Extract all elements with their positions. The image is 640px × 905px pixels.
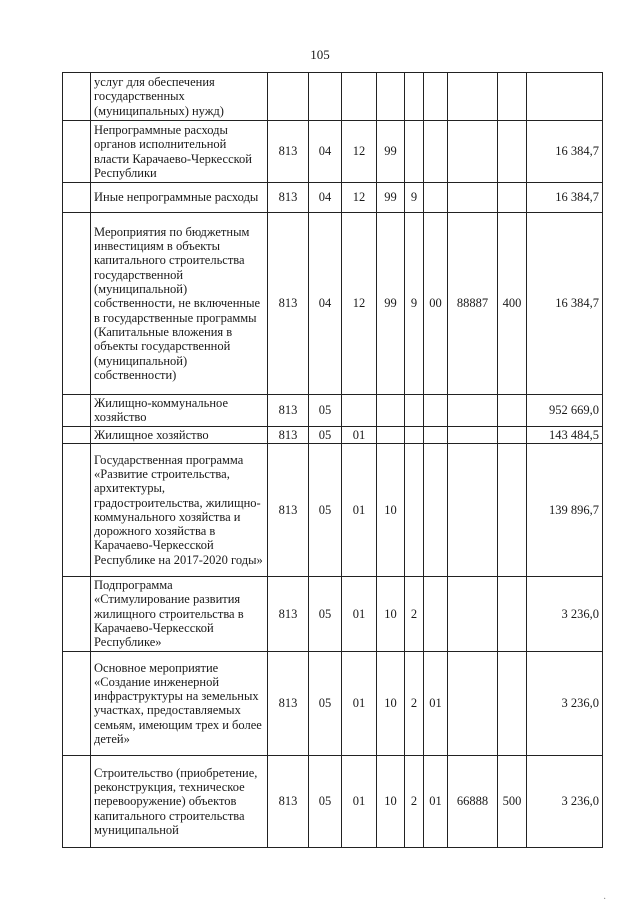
subprogram-code [405, 121, 424, 183]
row-name: Непрограммные расходы органов исполнительной власти Карачаево-Черкесской Республики [91, 121, 268, 183]
scan-mark: · [603, 894, 607, 905]
amount: 16 384,7 [527, 121, 603, 183]
expense-type-code: 500 [498, 755, 527, 847]
table-row [63, 651, 603, 755]
amount: 139 896,7 [527, 443, 603, 576]
program-code: 10 [377, 443, 405, 576]
amount: 16 384,7 [527, 213, 603, 395]
table-row [63, 443, 603, 576]
table-row [63, 73, 603, 121]
expense-type-code [498, 73, 527, 121]
table-row [63, 121, 603, 183]
row-name: Подпрограмма «Стимулирование развития жилищного строительства в Карачаево-Черкесской Республике» [91, 576, 268, 651]
row-name: Государственная программа «Развитие строительства, архитектуры, градостроительства, жилищно-коммунального хозяйства и дорожного хозяйства в Карачаево-Черкесской Республике на 2017-2020 годы» [91, 443, 268, 576]
subprogram-code: 9 [405, 213, 424, 395]
row-name: Основное мероприятие «Создание инженерной инфраструктуры на земельных участках, предоставляемых семьям, имеющим трех и более детей» [91, 651, 268, 755]
row-name: Иные непрограммные расходы [91, 183, 268, 213]
ved-code: 813 [268, 576, 309, 651]
subsection-code: 01 [342, 651, 377, 755]
subsection-code [342, 395, 377, 427]
direction-code: 88887 [448, 213, 498, 395]
subsection-code: 12 [342, 213, 377, 395]
event-code [424, 443, 448, 576]
ved-code: 813 [268, 755, 309, 847]
direction-code [448, 395, 498, 427]
subprogram-code [405, 443, 424, 576]
amount: 16 384,7 [527, 183, 603, 213]
section-code: 05 [309, 755, 342, 847]
direction-code [448, 426, 498, 443]
direction-code [448, 73, 498, 121]
section-code: 04 [309, 121, 342, 183]
program-code: 99 [377, 121, 405, 183]
ved-code: 813 [268, 121, 309, 183]
section-code: 04 [309, 213, 342, 395]
ved-code: 813 [268, 213, 309, 395]
table-row [63, 183, 603, 213]
ved-code [268, 73, 309, 121]
row-name: Строительство (приобретение, реконструкция, техническое перевооружение) объектов капитального строительства муниципальной [91, 755, 268, 847]
page-number: 105 [310, 47, 330, 62]
amount: 3 236,0 [527, 576, 603, 651]
ved-code: 813 [268, 395, 309, 427]
subprogram-code: 9 [405, 183, 424, 213]
amount: 3 236,0 [527, 755, 603, 847]
amount [527, 73, 603, 121]
subsection-code: 12 [342, 183, 377, 213]
row-number-cell [63, 213, 91, 395]
budget-table [62, 72, 603, 848]
direction-code [448, 651, 498, 755]
program-code: 10 [377, 651, 405, 755]
section-code: 05 [309, 651, 342, 755]
program-code [377, 426, 405, 443]
expense-type-code [498, 576, 527, 651]
amount: 143 484,5 [527, 426, 603, 443]
expense-type-code [498, 426, 527, 443]
subprogram-code [405, 73, 424, 121]
program-code [377, 73, 405, 121]
subsection-code: 01 [342, 576, 377, 651]
event-code [424, 395, 448, 427]
subsection-code [342, 73, 377, 121]
event-code [424, 73, 448, 121]
row-number-cell [63, 651, 91, 755]
event-code [424, 183, 448, 213]
program-code: 10 [377, 755, 405, 847]
table-row [63, 395, 603, 427]
program-code: 99 [377, 183, 405, 213]
row-number-cell [63, 121, 91, 183]
row-number-cell [63, 426, 91, 443]
subprogram-code: 2 [405, 755, 424, 847]
row-number-cell [63, 755, 91, 847]
section-code: 05 [309, 395, 342, 427]
row-number-cell [63, 395, 91, 427]
direction-code [448, 121, 498, 183]
section-code: 05 [309, 426, 342, 443]
table-row [63, 426, 603, 443]
direction-code [448, 576, 498, 651]
row-name: Мероприятия по бюджетным инвестициям в объекты капитального строительства государственной (муниципальной) собственности, не включенные в государственные программы (Капитальные вложения в объекты государственной (муниципальной) собственности) [91, 213, 268, 395]
subsection-code: 01 [342, 755, 377, 847]
subprogram-code: 2 [405, 651, 424, 755]
row-number-cell [63, 443, 91, 576]
event-code [424, 426, 448, 443]
subprogram-code: 2 [405, 576, 424, 651]
subsection-code: 01 [342, 426, 377, 443]
row-number-cell [63, 183, 91, 213]
subsection-code: 12 [342, 121, 377, 183]
amount: 952 669,0 [527, 395, 603, 427]
row-name: Жилищно-коммунальное хозяйство [91, 395, 268, 427]
event-code: 01 [424, 651, 448, 755]
event-code [424, 576, 448, 651]
row-name: Жилищное хозяйство [91, 426, 268, 443]
expense-type-code [498, 651, 527, 755]
event-code: 01 [424, 755, 448, 847]
ved-code: 813 [268, 651, 309, 755]
amount: 3 236,0 [527, 651, 603, 755]
event-code: 00 [424, 213, 448, 395]
expense-type-code [498, 183, 527, 213]
expense-type-code [498, 443, 527, 576]
direction-code [448, 183, 498, 213]
subprogram-code [405, 426, 424, 443]
row-name: услуг для обеспечения государственных (муниципальных) нужд) [91, 73, 268, 121]
section-code: 05 [309, 576, 342, 651]
section-code [309, 73, 342, 121]
table-row [63, 576, 603, 651]
program-code [377, 395, 405, 427]
section-code: 04 [309, 183, 342, 213]
table-row [63, 755, 603, 847]
ved-code: 813 [268, 183, 309, 213]
expense-type-code [498, 395, 527, 427]
ved-code: 813 [268, 426, 309, 443]
table-row [63, 213, 603, 395]
direction-code [448, 443, 498, 576]
subprogram-code [405, 395, 424, 427]
program-code: 99 [377, 213, 405, 395]
subsection-code: 01 [342, 443, 377, 576]
direction-code: 66888 [448, 755, 498, 847]
ved-code: 813 [268, 443, 309, 576]
row-number-cell [63, 73, 91, 121]
expense-type-code: 400 [498, 213, 527, 395]
expense-type-code [498, 121, 527, 183]
event-code [424, 121, 448, 183]
section-code: 05 [309, 443, 342, 576]
row-number-cell [63, 576, 91, 651]
program-code: 10 [377, 576, 405, 651]
